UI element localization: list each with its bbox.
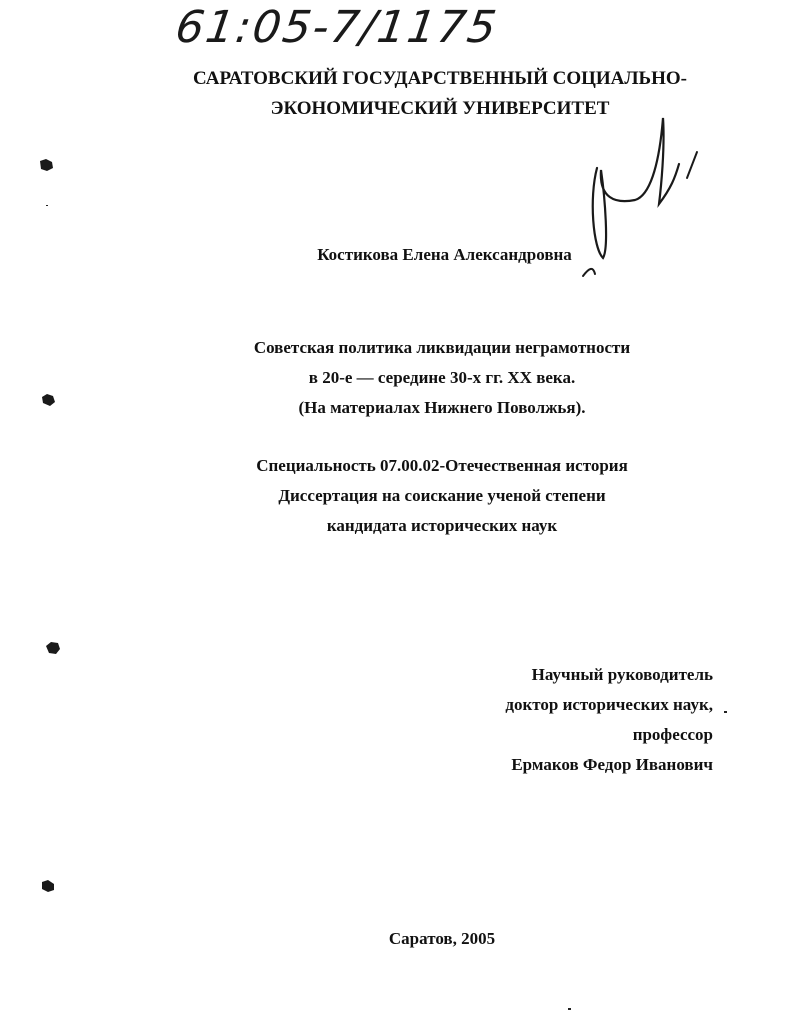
- scan-speck: [46, 205, 48, 206]
- specialty-line-3: кандидата исторических наук: [326, 516, 558, 535]
- supervisor-title: профессор: [632, 725, 713, 744]
- punch-hole-icon: [45, 641, 61, 655]
- supervisor-name: Ермаков Федор Иванович: [511, 755, 713, 774]
- university-name-line-2: ЭКОНОМИЧЕСКИЙ УНИВЕРСИТЕТ: [270, 98, 610, 119]
- supervisor-block: [505, 660, 713, 780]
- specialty-line-1: Специальность 07.00.02-Отечественная история: [256, 456, 628, 475]
- city-year: Саратов, 2005: [388, 929, 496, 948]
- punch-hole-icon: [38, 158, 54, 172]
- title-line-1: Советская политика ликвидации неграмотности: [253, 338, 631, 357]
- specialty-block: [0, 451, 799, 541]
- scan-speck: [568, 1008, 571, 1010]
- title-line-2: в 20-е — середине 30-х гг. XX века.: [308, 368, 576, 387]
- supervisor-role: Научный руководитель: [531, 665, 713, 684]
- author-name: Костикова Елена Александровна: [317, 245, 572, 264]
- title-line-3: (На материалах Нижнего Поволжья).: [298, 398, 586, 417]
- supervisor-degree: доктор исторических наук,: [505, 695, 713, 714]
- university-name-line-1: САРАТОВСКИЙ ГОСУДАРСТВЕННЫЙ СОЦИАЛЬНО-: [192, 68, 688, 89]
- punch-hole-icon: [40, 393, 56, 407]
- handwritten-archive-code: 61:05-7/1175: [172, 2, 502, 53]
- punch-hole-icon: [40, 879, 56, 893]
- dissertation-title: [0, 333, 799, 423]
- specialty-line-2: Диссертация на соискание ученой степени: [278, 486, 606, 505]
- scan-speck: [724, 711, 727, 713]
